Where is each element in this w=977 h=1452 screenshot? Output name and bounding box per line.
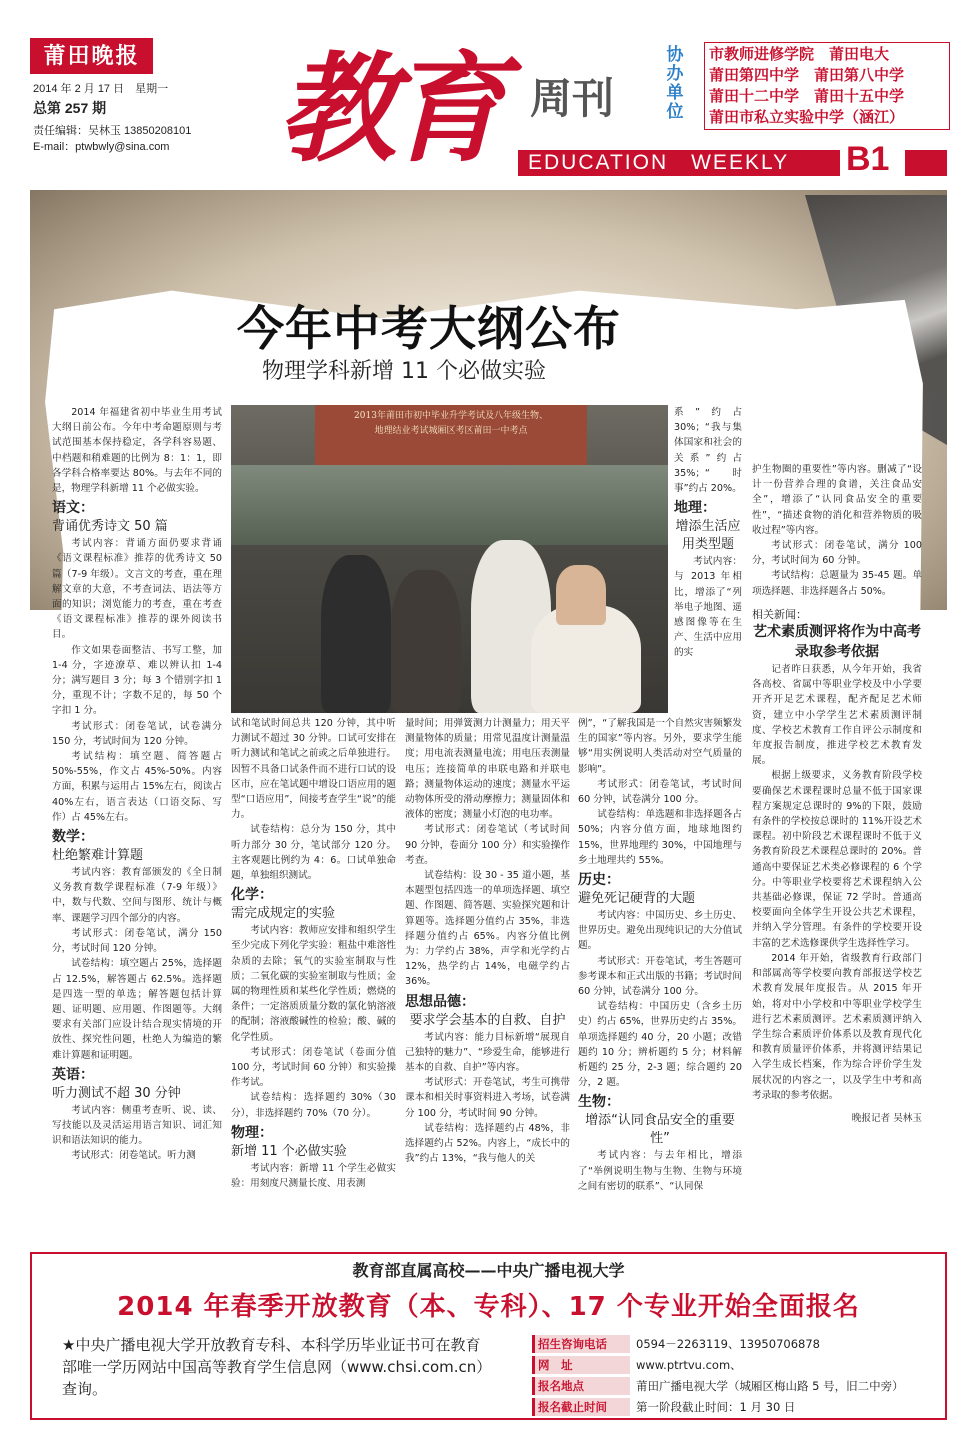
article-paragraph: 2014 年开始，省级教育行政部门和部属高等学校要向教育部报送学校艺术教育发展年度报告。从 2015 年开始，将对中小学校和中等职业学校学生进行艺术素质测评。艺术素质测评纳入学生综合素质评价体系以及教育现代化和教育质量评价体系，并将测评结果记入学生成长档案，作为综合评价学生发展状况的内容之一，以及学生中考和高考录取的参考依据。 (752, 952, 922, 1101)
article-headline: 今年中考大纲公布 (237, 302, 621, 357)
co-organizer-line: 莆田市私立实验中学（涵江） (709, 108, 905, 126)
related-news-label: 相关新闻： (752, 607, 807, 621)
ad-headline: 2014 年春季开放教育（本、专科）、17 个专业开始全面报名 (117, 1292, 860, 1322)
article-paragraph: 考试结构：总题量为 35-45 题。单项选择题、非选择题各占 50%。 (752, 570, 922, 597)
article-paragraph: 作文如果卷面整洁、书写工整，加 1-4 分，字迹潦草、难以辨认扣 1-4 分；满写题目 3 分；每 3 个错别字扣 1 分，重现不计；字数不足的，每 50 个字扣 1 分。 (52, 644, 222, 717)
article-paragraph: 记者昨日获悉，从今年开始，我省各高校、省属中等职业学校及中小学要开齐开足艺术课程，配齐配足艺术师资，建立中小学学生艺术素质测评制度、学校艺术教育工作自评公示制度和年度报告制度，推进学校艺术教育发展。 (752, 664, 922, 767)
subject-subheading: 增添生活应用类型题 (675, 519, 741, 553)
article-paragraph: 试卷结构：总分为 150 分，其中听力部分 30 分，笔试部分 120 分。主客观题比例约为 4：6。口试单独命题，单独组织测试。 (231, 824, 396, 882)
article-paragraph: 考试内容：侧重考查听、说、读、写技能以及灵活运用语言知识、词汇知识和语法知识的能力。 (52, 1104, 222, 1147)
masthead (0, 0, 977, 188)
article-paragraph: 试卷结构：中国历史（含乡土历史）约占 65%，世界历史约占 35%。单项选择题约 40 分，20 小题；改错题约 10 分；辨析题约 5 分；材料解析题约 25 分，2-3 题；综合题约 20 分，2 题。 (578, 1001, 742, 1089)
section-subtitle: 周刊 (530, 74, 615, 123)
article-paragraph: 例”，“了解我国是一个自然灾害频繁发生的国家”等内容。另外，要求学生能够“用实例说明人类活动对空气质量的影响”。 (578, 718, 742, 775)
article-paragraph: 试卷结构：选择题约占 48%，非选择题约占 52%。内容上，“成长中的我”约占 13%，“我与他人的关 (405, 1122, 570, 1165)
article-column-4-top (674, 405, 742, 713)
article-paragraph: 考试内容：与 2013 年相比，增添了“列举电子地图、遥感图像等在生产、生活中应用的实 (674, 556, 742, 659)
editor-email: E-mail：ptwbwly@sina.com (33, 141, 170, 153)
issue-number: 总第 257 期 (33, 100, 107, 116)
article-paragraph: 考试形式：闭卷笔试（卷面分值 100 分，考试时间 60 分钟）和实验操作考试。 (231, 1046, 396, 1089)
related-news-title: 艺术素质测评将作为中高考录取参考依据 (753, 624, 921, 661)
ad-info-row (532, 1376, 932, 1396)
english-title-bar: EDUCATION WEEKLY (518, 150, 840, 176)
article-subheadline: 物理学科新增 11 个必做实验 (262, 359, 546, 384)
article-paragraph: 考试形式：开卷笔试，考生答题可参考课本和正式出版的书籍；考试时间 60 分钟，试卷满分 100 分。 (578, 955, 742, 998)
subject-heading: 语文： (52, 500, 94, 517)
ad-info-key: 报名地点 (532, 1377, 630, 1395)
ad-info-key: 招生咨询电话 (532, 1335, 630, 1353)
co-organizer-label: 协办单位 (666, 45, 684, 122)
subject-heading: 生物： (578, 1094, 620, 1111)
issue-date: 2014 年 2 月 17 日 星期一 (33, 83, 169, 95)
editor-info: 责任编辑：吴林玉 13850208101 (33, 125, 192, 137)
article-paragraph: 考试形式：闭卷笔试，考试时间 60 分钟，试卷满分 100 分。 (578, 778, 742, 806)
article-paragraph: 考试内容：教师应安排和组织学生至少完成下列化学实验：粗盐中难溶性杂质的去除；氧气的实验室制取与性质；二氧化碳的实验室制取与性质；金属的物理性质和某些化学性质；燃烧的条件；一定溶质质量分数的氯化钠溶液的配制；溶液酸碱性的检验；酸、碱的化学性质。 (231, 925, 396, 1043)
article-paragraph: 考试内容：教育部颁发的《全日制义务教育数学课程标准（7-9 年级）》中，数与代数、空间与图形、统计与概率、课题学习四个部分的内容。 (52, 867, 222, 924)
ad-info-row (532, 1397, 932, 1417)
article-paragraph: 考试形式：闭卷笔试，满分 100 分，考试时间为 60 分钟。 (752, 540, 922, 567)
article-paragraph: 试卷结构：设 30 - 35 道小题，基本题型包括四选一的单项选择题、填空题、作图题、简答题、实验探究题和计算题等。选择题分值约占 35%，非选择题分值约占 65%。内容分值比例为：力学约占 38%，声学和光学约占 12%，热学约占 14%，电磁学约占 36%。 (405, 870, 570, 988)
article-paragraph: 试和笔试时间总共 120 分钟，其中听力测试不超过 30 分钟。口试可安排在听力测试和笔试之前或之后单独进行。因暂不具备口试条件而不进行口试的设区市，应在笔试题中增设口语应用的题型“口语应用”，间接考查学生“说”的能力。 (231, 718, 396, 821)
co-organizer-line: 市教师进修学院 莆田电大 (709, 45, 890, 63)
ad-info-value: 0594－2263119、13950706878 (636, 1337, 820, 1351)
article-paragraph: 考试内容：能力目标新增“展现自己独特的魅力”、“珍爱生命，能够进行基本的自救、自护”等内容。 (405, 1031, 570, 1074)
ad-university-line: 教育部直属高校——中央广播电视大学 (352, 1261, 625, 1280)
photo-student (391, 570, 461, 713)
article-column-5 (752, 462, 922, 1204)
section-title: 教育 (278, 39, 499, 178)
university-advertisement (30, 1252, 947, 1420)
article-paragraph: 考试形式：闭卷笔试，试卷满分 150 分，考试时间为 120 分钟。 (52, 720, 222, 747)
article-paragraph: 考试形式：闭卷笔试。听力测 (71, 1150, 196, 1162)
photo-student (321, 555, 391, 713)
article-paragraph: 试卷结构：选择题约 30%（30 分），非选择题约 70%（70 分）。 (231, 1092, 396, 1119)
subject-subheading: 要求学会基本的自救、自护 (409, 1012, 566, 1028)
article-paragraph: 考试内容：中国历史、乡土历史、世界历史。避免出现纯识记的大分值试题。 (578, 910, 742, 952)
photo-gate-banner (315, 405, 587, 465)
subject-heading: 历史： (578, 872, 620, 889)
article-paragraph: 考试内容：与去年相比，增添了“举例说明生物与生物、生物与环境之间有密切的联系”、“认同保 (578, 1150, 742, 1192)
page-number: B1 (846, 140, 890, 178)
subject-heading: 数学： (52, 829, 94, 846)
co-organizer-line: 莆田第四中学 莆田第八中学 (709, 66, 905, 84)
subject-subheading: 杜绝繁难计算题 (52, 848, 144, 864)
article-paragraph: 根据上级要求，义务教育阶段学校要确保艺术课程课时总量不低于国家课程方案规定总课时的 9%的下限，鼓励有条件的学校按总课时的 11%开设艺术课程。初中阶段艺术课程课时不低于义务教育阶段艺术课程总课时的 20%。普通高中要保证艺术类必修课程的 6 个学分。中等职业学校要将艺术课程纳入公共基础必修课，保证 72 学时。普通高校要面向全体学生开设公共艺术课程，并纳入学分管理。有条件的学校要开设丰富的艺术选修课供学生选择性学习。 (752, 770, 922, 949)
subject-subheading: 避免死记硬背的大题 (578, 891, 696, 907)
reporter-byline: 晚报记者 吴林玉 (851, 1112, 922, 1124)
subject-subheading: 需完成规定的实验 (231, 906, 336, 922)
article-column-1 (52, 405, 222, 1205)
subject-heading: 思想品德： (405, 993, 475, 1010)
ad-description: ★中央广播电视大学开放教育专科、本科学历毕业证书可在教育部唯一学历网站中国高等教育学生信息网（www.chsi.com.cn）查询。 (62, 1336, 492, 1398)
ad-info-value[interactable]: www.ptrtvu.com、 (636, 1358, 742, 1372)
article-paragraph: 考试形式：闭卷笔试，满分 150 分，考试时间 120 分钟。 (52, 927, 222, 955)
co-organizer-line: 莆田十二中学 莆田十五中学 (709, 87, 905, 105)
photo-banner-line: 2013年莆田市初中毕业升学考试及八年级生物、 (354, 411, 548, 421)
photo-student-face (556, 565, 606, 625)
article-column-2 (231, 716, 396, 1204)
exam-site-photo (231, 405, 668, 713)
paper-logo: 莆田晚报 (30, 38, 153, 74)
ad-info-row (532, 1334, 932, 1354)
subject-subheading: 增添“认同食品安全的重要性” (585, 1113, 735, 1147)
subject-subheading: 背诵优秀诗文 50 篇 (52, 519, 168, 535)
article-paragraph: 考试结构：填空题、简答题占 50%-55%，作文占 45%-50%。内容方面，积累与运用占 15%左右，阅读占 40%左右，语言表达（口语交际、写作）占 45%左右。 (52, 751, 222, 823)
photo-banner-line: 地理结业考试城厢区考区莆田一中考点 (374, 426, 528, 436)
article-column-4-bottom (578, 716, 742, 1204)
ad-info-list (532, 1334, 932, 1418)
ad-info-key: 网 址 (532, 1356, 630, 1374)
co-organizer-list (704, 42, 950, 130)
photo-trees (231, 465, 668, 545)
subject-subheading: 听力测试不超 30 分钟 (52, 1085, 181, 1101)
article-paragraph: 量时间；用弹簧测力计测量力；用天平测量物体的质量；用常见温度计测量温度；用电流表测量电流；用电压表测量电压；连接简单的串联电路和并联电路；测量物体运动的速度；测量水平运动物体所受的滑动摩擦力；测量固体和液体的密度；测量小灯泡的电功率。 (405, 718, 570, 821)
ad-info-key: 报名截止时间 (532, 1398, 630, 1416)
article-paragraph: 考试形式：开卷笔试，考生可携带课本和相关时事资料进入考场，试卷满分 100 分，考试时间 90 分钟。 (405, 1077, 570, 1119)
article-paragraph: 系”约占 30%；“我与集体国家和社会的关系”约占 35%；“时事”约占 20%。 (674, 407, 742, 495)
page-number-bar (905, 150, 947, 176)
ad-info-row (532, 1355, 932, 1375)
ad-info-value: 莆田广播电视大学（城厢区梅山路 5 号，旧二中旁） (636, 1379, 904, 1393)
article-paragraph: 考试内容：新增 11 个学生必做实验：用刻度尺测量长度、用表测 (231, 1162, 396, 1190)
article-paragraph: 2014 年福建省初中毕业生用考试大纲日前公布。今年中考命题原则与考试范围基本保持稳定，各学科容易题、中档题和稍难题的比例为 8：1：1，即各学科合格率要达 80%。与去年不同的是，物理学科新增 11 个必做实验。 (52, 407, 222, 495)
subject-heading: 地理： (674, 500, 716, 517)
article-paragraph: 考试形式：闭卷笔试（考试时间 90 分钟，卷面分 100 分）和实验操作考查。 (405, 824, 570, 866)
article-paragraph: 试卷结构：填空题占 25%，选择题占 12.5%，解答题占 62.5%。选择题是四选一型的单选；解答题包括计算题、证明题、应用题、作图题等。大纲要求有关部门应设计结合现实情境的开放性、探究性问题，杜绝人为编造的繁难计算题和证明题。 (52, 958, 222, 1061)
article-column-3 (405, 716, 570, 1204)
subject-subheading: 新增 11 个必做实验 (231, 1143, 347, 1159)
article-paragraph: 护生物圈的重要性”等内容。删减了“设计一份营养合理的食谱，关注食品安全”，增添了“认同食品安全的重要性”，“描述食物的消化和营养物质的吸收过程”等内容。 (752, 464, 922, 536)
ad-info-value: 第一阶段截止时间：1 月 30 日 (636, 1400, 796, 1414)
subject-heading: 英语： (52, 1066, 94, 1083)
subject-heading: 物理： (231, 1124, 273, 1141)
article-paragraph: 试卷结构：单选题和非选择题各占 50%；内容分值方面，地球地图约 15%，世界地理约 30%，中国地理与乡土地理共约 55%。 (578, 809, 742, 866)
article-paragraph: 考试内容：背诵方面仍要求背诵《语文课程标准》推荐的优秀诗文 50 篇（7-9 年级）。文言文的考查，重在理解文章的大意，不考查词法、语法等方面的知识；浏览能力的考查，重在考查《语文课程标准》推荐的课外阅读书目。 (52, 538, 222, 641)
subject-heading: 化学： (231, 887, 273, 904)
